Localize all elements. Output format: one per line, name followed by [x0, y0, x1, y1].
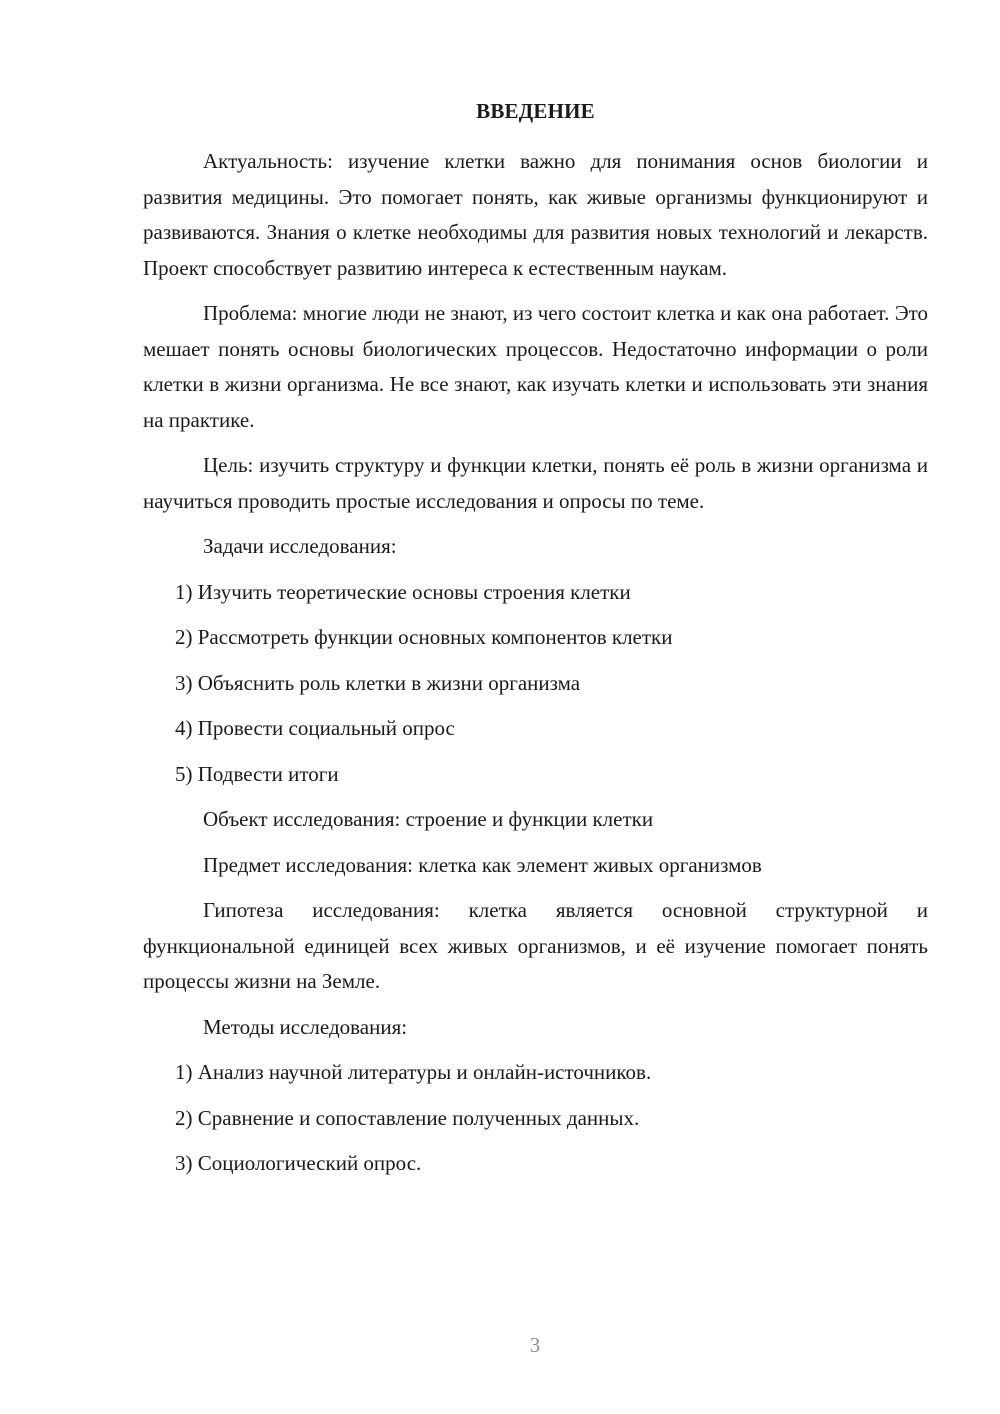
page-content	[143, 96, 928, 1192]
page-number: 3	[529, 1333, 541, 1357]
method-item: 3) Социологический опрос.	[175, 1151, 422, 1175]
task-item: 3) Объяснить роль клетки в жизни организма	[175, 670, 581, 695]
problem-paragraph: Проблема: многие люди не знают, из чего состоит клетка и как она работает. Это мешает понять основы биологических процессов. Недостаточно информации о роли клетки в жизни организма. Не все знают, как изучать клетки и использовать эти знания на практике.	[143, 301, 928, 432]
goal-paragraph: Цель: изучить структуру и функции клетки, понять её роль в жизни организма и научиться проводить простые исследования и опросы по теме.	[143, 453, 928, 513]
task-item: 2) Рассмотреть функции основных компонентов клетки	[175, 625, 673, 649]
task-item: 5) Подвести итоги	[175, 761, 339, 786]
relevance-paragraph: Актуальность: изучение клетки важно для понимания основ биологии и развития медицины. Это помогает понять, как живые организмы функционируют и развиваются. Знания о клетке необходимы для развития новых технологий и лекарств. Проект способствует развитию интереса к естественным наукам.	[143, 149, 928, 280]
tasks-heading: Задачи исследования:	[203, 534, 397, 558]
research-object: Объект исследования: строение и функции клетки	[203, 807, 654, 831]
hypothesis-paragraph: Гипотеза исследования: клетка является основной структурной и функциональной единицей всех живых организмов, и её изучение помогает понять процессы жизни на Земле.	[143, 898, 928, 993]
research-subject: Предмет исследования: клетка как элемент живых организмов	[203, 852, 762, 877]
section-title: ВВЕДЕНИЕ	[476, 99, 595, 123]
tasks-list	[143, 575, 928, 793]
method-item: 1) Анализ научной литературы и онлайн-источников.	[175, 1060, 652, 1084]
method-item: 2) Сравнение и сопоставление полученных данных.	[175, 1105, 640, 1130]
methods-list	[143, 1055, 928, 1182]
task-item: 1) Изучить теоретические основы строения клетки	[175, 579, 631, 604]
task-item: 4) Провести социальный опрос	[175, 716, 455, 740]
methods-heading: Методы исследования:	[203, 1014, 408, 1039]
